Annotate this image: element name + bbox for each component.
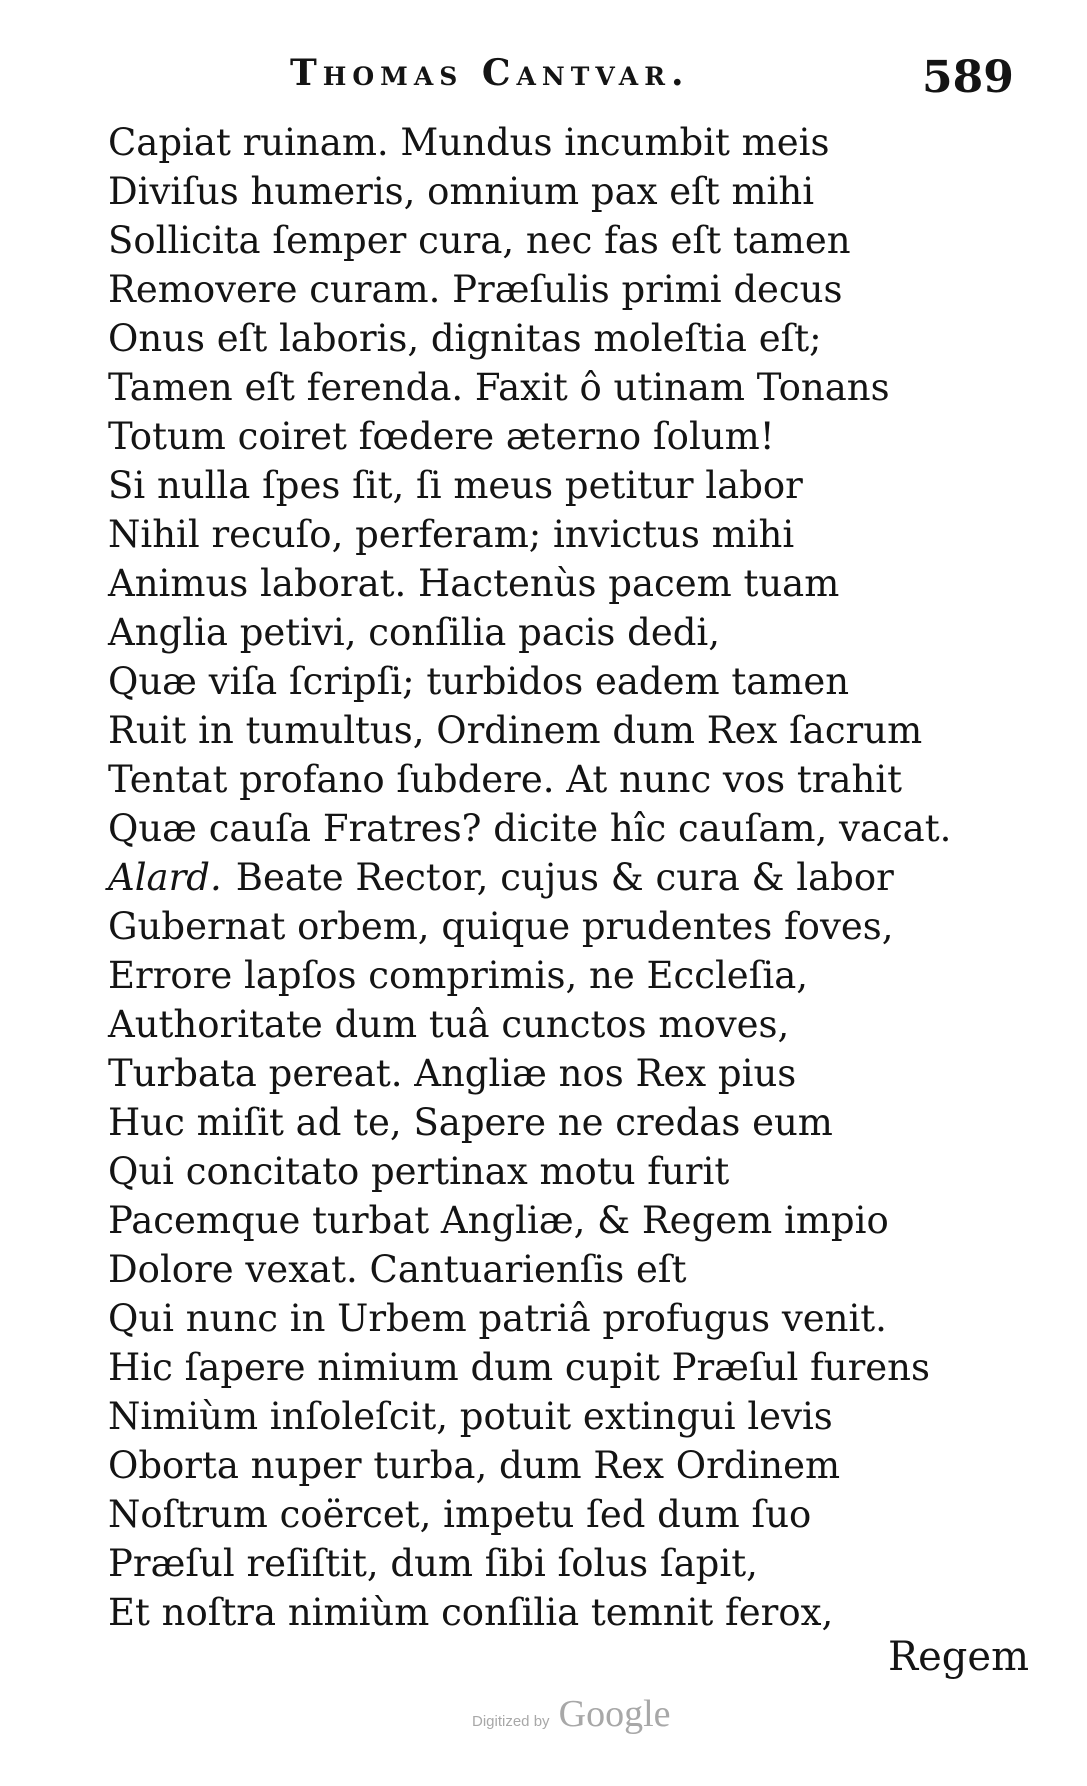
line-text: Et noſtra nimiùm conſilia temnit ferox,	[108, 1591, 834, 1634]
line-text: Ruit in tumultus, Ordinem dum Rex ſacrum	[108, 709, 923, 752]
line-text: Anglia petivi, conſilia pacis dedi,	[108, 611, 721, 654]
verse-line	[108, 902, 988, 951]
verse-line	[108, 853, 988, 902]
line-text: Capiat ruinam. Mundus incumbit meis	[108, 121, 830, 164]
verse-line	[108, 559, 988, 608]
verse-line	[108, 461, 988, 510]
line-text: Errore lapſos comprimis, ne Eccleſia,	[108, 954, 809, 997]
speaker-name: Alard.	[108, 856, 222, 899]
catchword: Regem	[888, 1634, 1029, 1680]
page-number: 589	[922, 52, 1014, 103]
verse-line	[108, 755, 988, 804]
verse-line	[108, 1098, 988, 1147]
verse-line	[108, 1196, 988, 1245]
verse-line	[108, 1294, 988, 1343]
verse-line	[108, 1245, 988, 1294]
verse-line	[108, 608, 988, 657]
line-text: Authoritate dum tuâ cunctos moves,	[108, 1003, 790, 1046]
verse-line	[108, 1441, 988, 1490]
line-text: Dolore vexat. Cantuarienſis eſt	[108, 1248, 687, 1291]
verse-line	[108, 1392, 988, 1441]
line-text: Qui nunc in Urbem patriâ profugus venit.	[108, 1297, 887, 1340]
line-text: Onus eſt laboris, dignitas moleſtia eſt;	[108, 317, 822, 360]
verse-line	[108, 804, 988, 853]
verse-line	[108, 1490, 988, 1539]
line-text: Præſul reſiſtit, dum ſibi ſolus ſapit,	[108, 1542, 758, 1585]
verse-line	[108, 1539, 988, 1588]
verse-line	[108, 510, 988, 559]
verse-line	[108, 1049, 988, 1098]
line-text: Gubernat orbem, quique prudentes foves,	[108, 905, 894, 948]
line-text: Oborta nuper turba, dum Rex Ordinem	[108, 1444, 841, 1487]
verse-line	[108, 216, 988, 265]
verse-line	[108, 951, 988, 1000]
line-text: Sollicita ſemper cura, nec fas eſt tamen	[108, 219, 851, 262]
line-text: Quæ viſa ſcripſi; turbidos eadem tamen	[108, 660, 850, 703]
line-text: Tamen eſt ferenda. Faxit ô utinam Tonans	[108, 366, 890, 409]
google-watermark	[472, 1692, 671, 1736]
verse-line	[108, 118, 988, 167]
line-text: Pacemque turbat Angliæ, & Regem impio	[108, 1199, 889, 1242]
line-text: Diviſus humeris, omnium pax eſt mihi	[108, 170, 815, 213]
verse-line	[108, 1588, 988, 1637]
line-text: Tentat profano ſubdere. At nunc vos trahit	[108, 758, 903, 801]
verse-text	[108, 118, 988, 1637]
verse-line	[108, 314, 988, 363]
verse-line	[108, 1000, 988, 1049]
line-text: Turbata pereat. Angliæ nos Rex pius	[108, 1052, 797, 1095]
verse-line	[108, 1343, 988, 1392]
line-text: Totum coiret fœdere æterno ſolum!	[108, 415, 775, 458]
verse-line	[108, 167, 988, 216]
line-text: Animus laborat. Hactenùs pacem tuam	[108, 562, 840, 605]
line-text: Si nulla ſpes ſit, ſi meus petitur labor	[108, 464, 803, 507]
line-text: Nimiùm inſoleſcit, potuit extingui levis	[108, 1395, 833, 1438]
line-text: Hic ſapere nimium dum cupit Præſul furens	[108, 1346, 930, 1389]
line-text: Removere curam. Præſulis primi decus	[108, 268, 843, 311]
verse-line	[108, 706, 988, 755]
verse-line	[108, 363, 988, 412]
digitized-by-label: Digitized by	[472, 1713, 550, 1730]
line-text: Beate Rector, cujus & cura & labor	[235, 856, 894, 899]
google-logo-text: Google	[558, 1693, 671, 1735]
line-text: Noſtrum coërcet, impetu ſed dum ſuo	[108, 1493, 812, 1536]
verse-line	[108, 412, 988, 461]
verse-line	[108, 657, 988, 706]
verse-line	[108, 1147, 988, 1196]
verse-line	[108, 265, 988, 314]
line-text: Nihil recuſo, perferam; invictus mihi	[108, 513, 795, 556]
line-text: Huc miſit ad te, Sapere ne credas eum	[108, 1101, 833, 1144]
line-text: Quæ cauſa Fratres? dicite hîc cauſam, vacat.	[108, 807, 952, 850]
line-text: Qui concitato pertinax motu furit	[108, 1150, 730, 1193]
running-head: Thomas Cantvar.	[290, 52, 690, 94]
